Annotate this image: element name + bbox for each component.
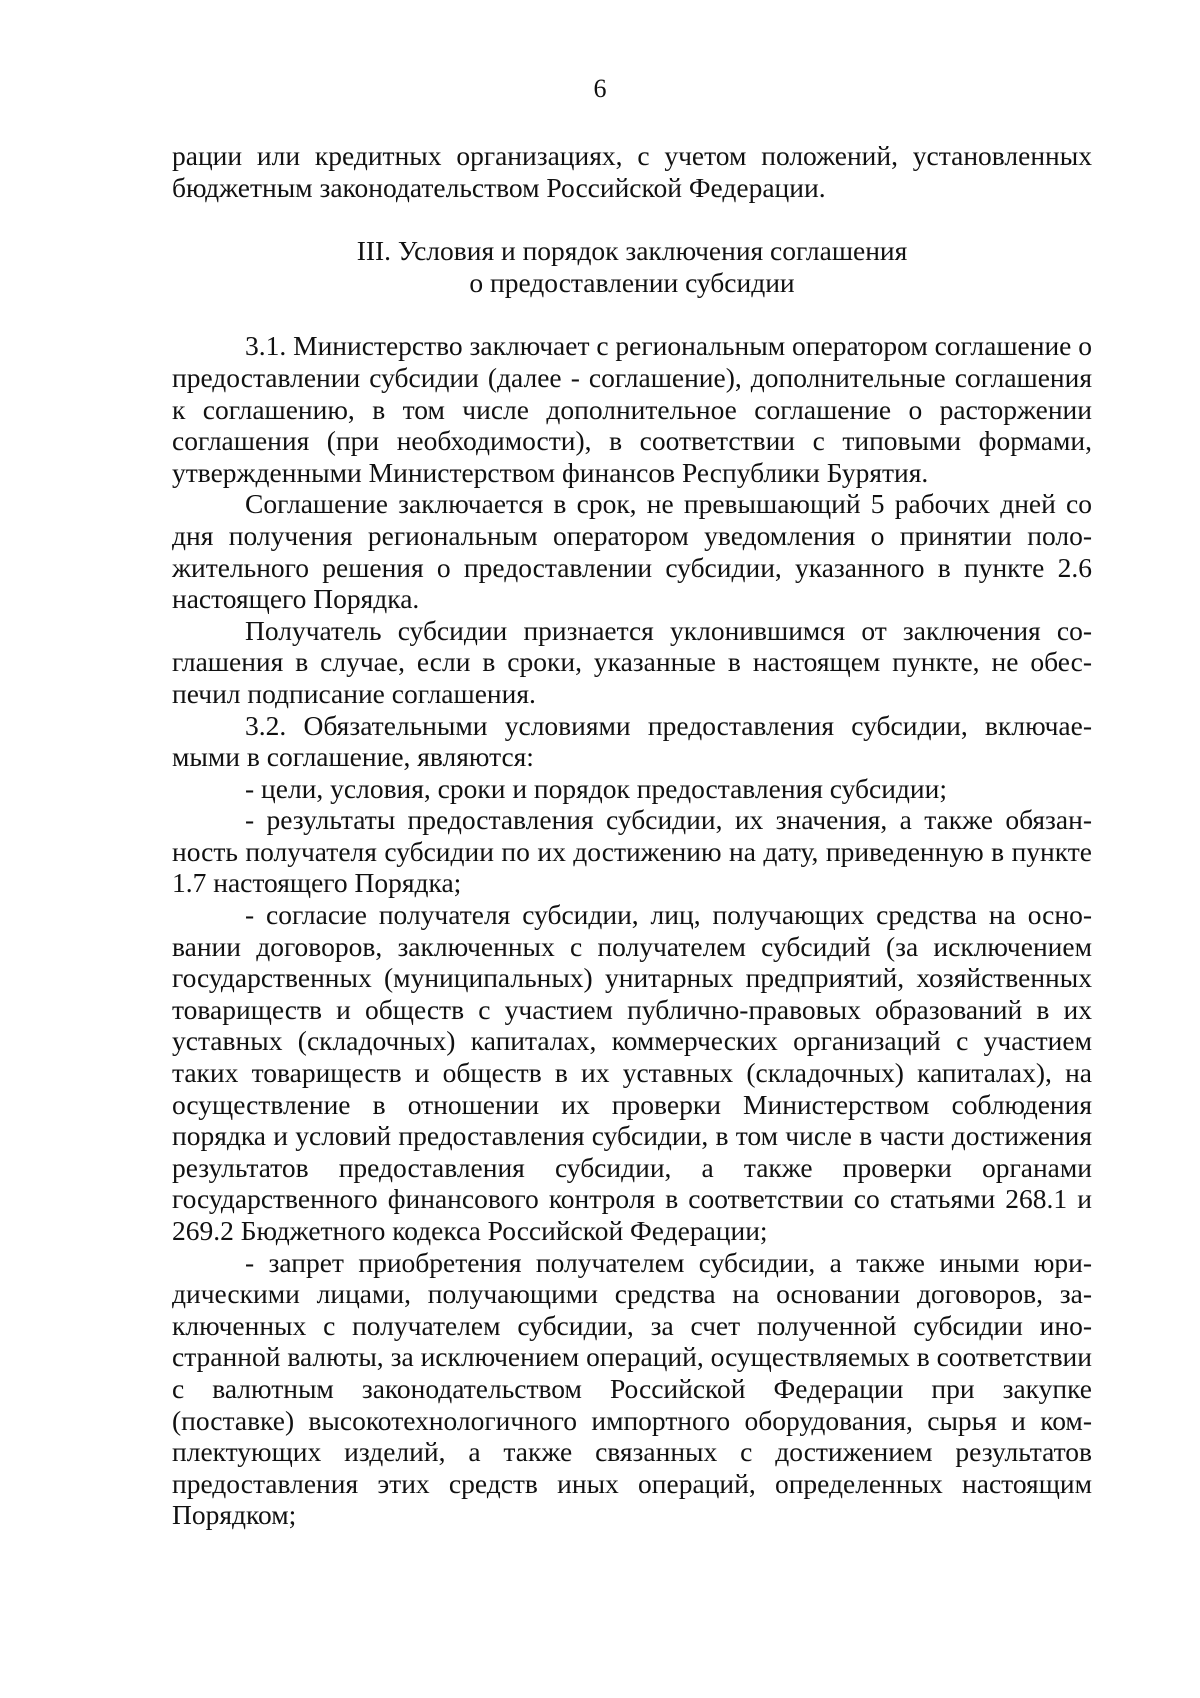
paragraph-agreement-term: Соглашение заключается в срок, не превышающий 5 рабочих дней со дня получения региональным оператором уведомления о принятии положительного решения о предоставлении субсидии, указанного в пункте 2.6 настоящего Порядка. (172, 488, 1092, 615)
section-heading (172, 235, 1092, 298)
document-body (172, 140, 1092, 1531)
page-number: 6 (593, 74, 607, 103)
paragraph-3-2: 3.2. Обязательными условиями предоставления субсидии, включаемыми в соглашение, являются: (172, 709, 1092, 773)
list-item-goals: - цели, условия, сроки и порядок предоставления субсидии; (245, 772, 947, 804)
paragraph-3-1: 3.1. Министерство заключает с региональным оператором соглашение о предоставлении субсидии (далее - соглашение), дополнительные соглашения к соглашению, в том числе дополнительное соглашение о расторжении соглашения (при необходимости), в соответствии с типовыми формами, утвержденными Министерством финансов Республики Бурятия. (172, 330, 1093, 488)
intro-paragraph: рации или кредитных организациях, с учетом положений, установленных бюджетным законодательством Российской Федерации. (172, 140, 1092, 203)
list-item-consent: - согласие получателя субсидии, лиц, получающих средства на основании договоров, заключенных с получателем субсидий (за исключением государственных (муниципальных) унитарных предприятий, хозяйственных товариществ и обществ с участием публично-правовых образований в их уставных (складочных) капиталах, коммерческих организаций с участием таких товариществ и обществ в их уставных (складочных) капиталах), на осуществление в отношении их проверки Министерством соблюдения порядка и условий предоставления субсидии, в том числе в части достижения результатов предоставления субсидии, а также проверки органами государственного финансового контроля в соответствии со статьями 268.1 и 269.2 Бюджетного кодекса Российской Федерации; (172, 899, 1092, 1246)
list-item-currency-ban: - запрет приобретения получателем субсидии, а также иными юридическими лицами, получающими средства на основании договоров, заключенных с получателем субсидии, за счет полученной субсидии иностранной валюты, за исключением операций, осуществляемых в соответствии с валютным законодательством Российской Федерации при закупке (поставке) высокотехнологичного импортного оборудования, сырья и комплектующих изделий, а также связанных с достижением результатов предоставления этих средств иных операций, определенных настоящим Порядком; (172, 1246, 1092, 1531)
paragraph-evasion: Получатель субсидии признается уклонившимся от заключения соглашения в случае, если в сроки, указанные в настоящем пункте, не обеспечил подписание соглашения. (172, 614, 1092, 709)
section-heading-line-2: о предоставлении субсидии (469, 266, 795, 298)
section-heading-line-1: III. Условия и порядок заключения соглашения (356, 235, 908, 267)
list-item-results: - результаты предоставления субсидии, их значения, а также обязанность получателя субсидии по их достижению на дату, приведенную в пункте 1.7 настоящего Порядка; (172, 804, 1092, 899)
